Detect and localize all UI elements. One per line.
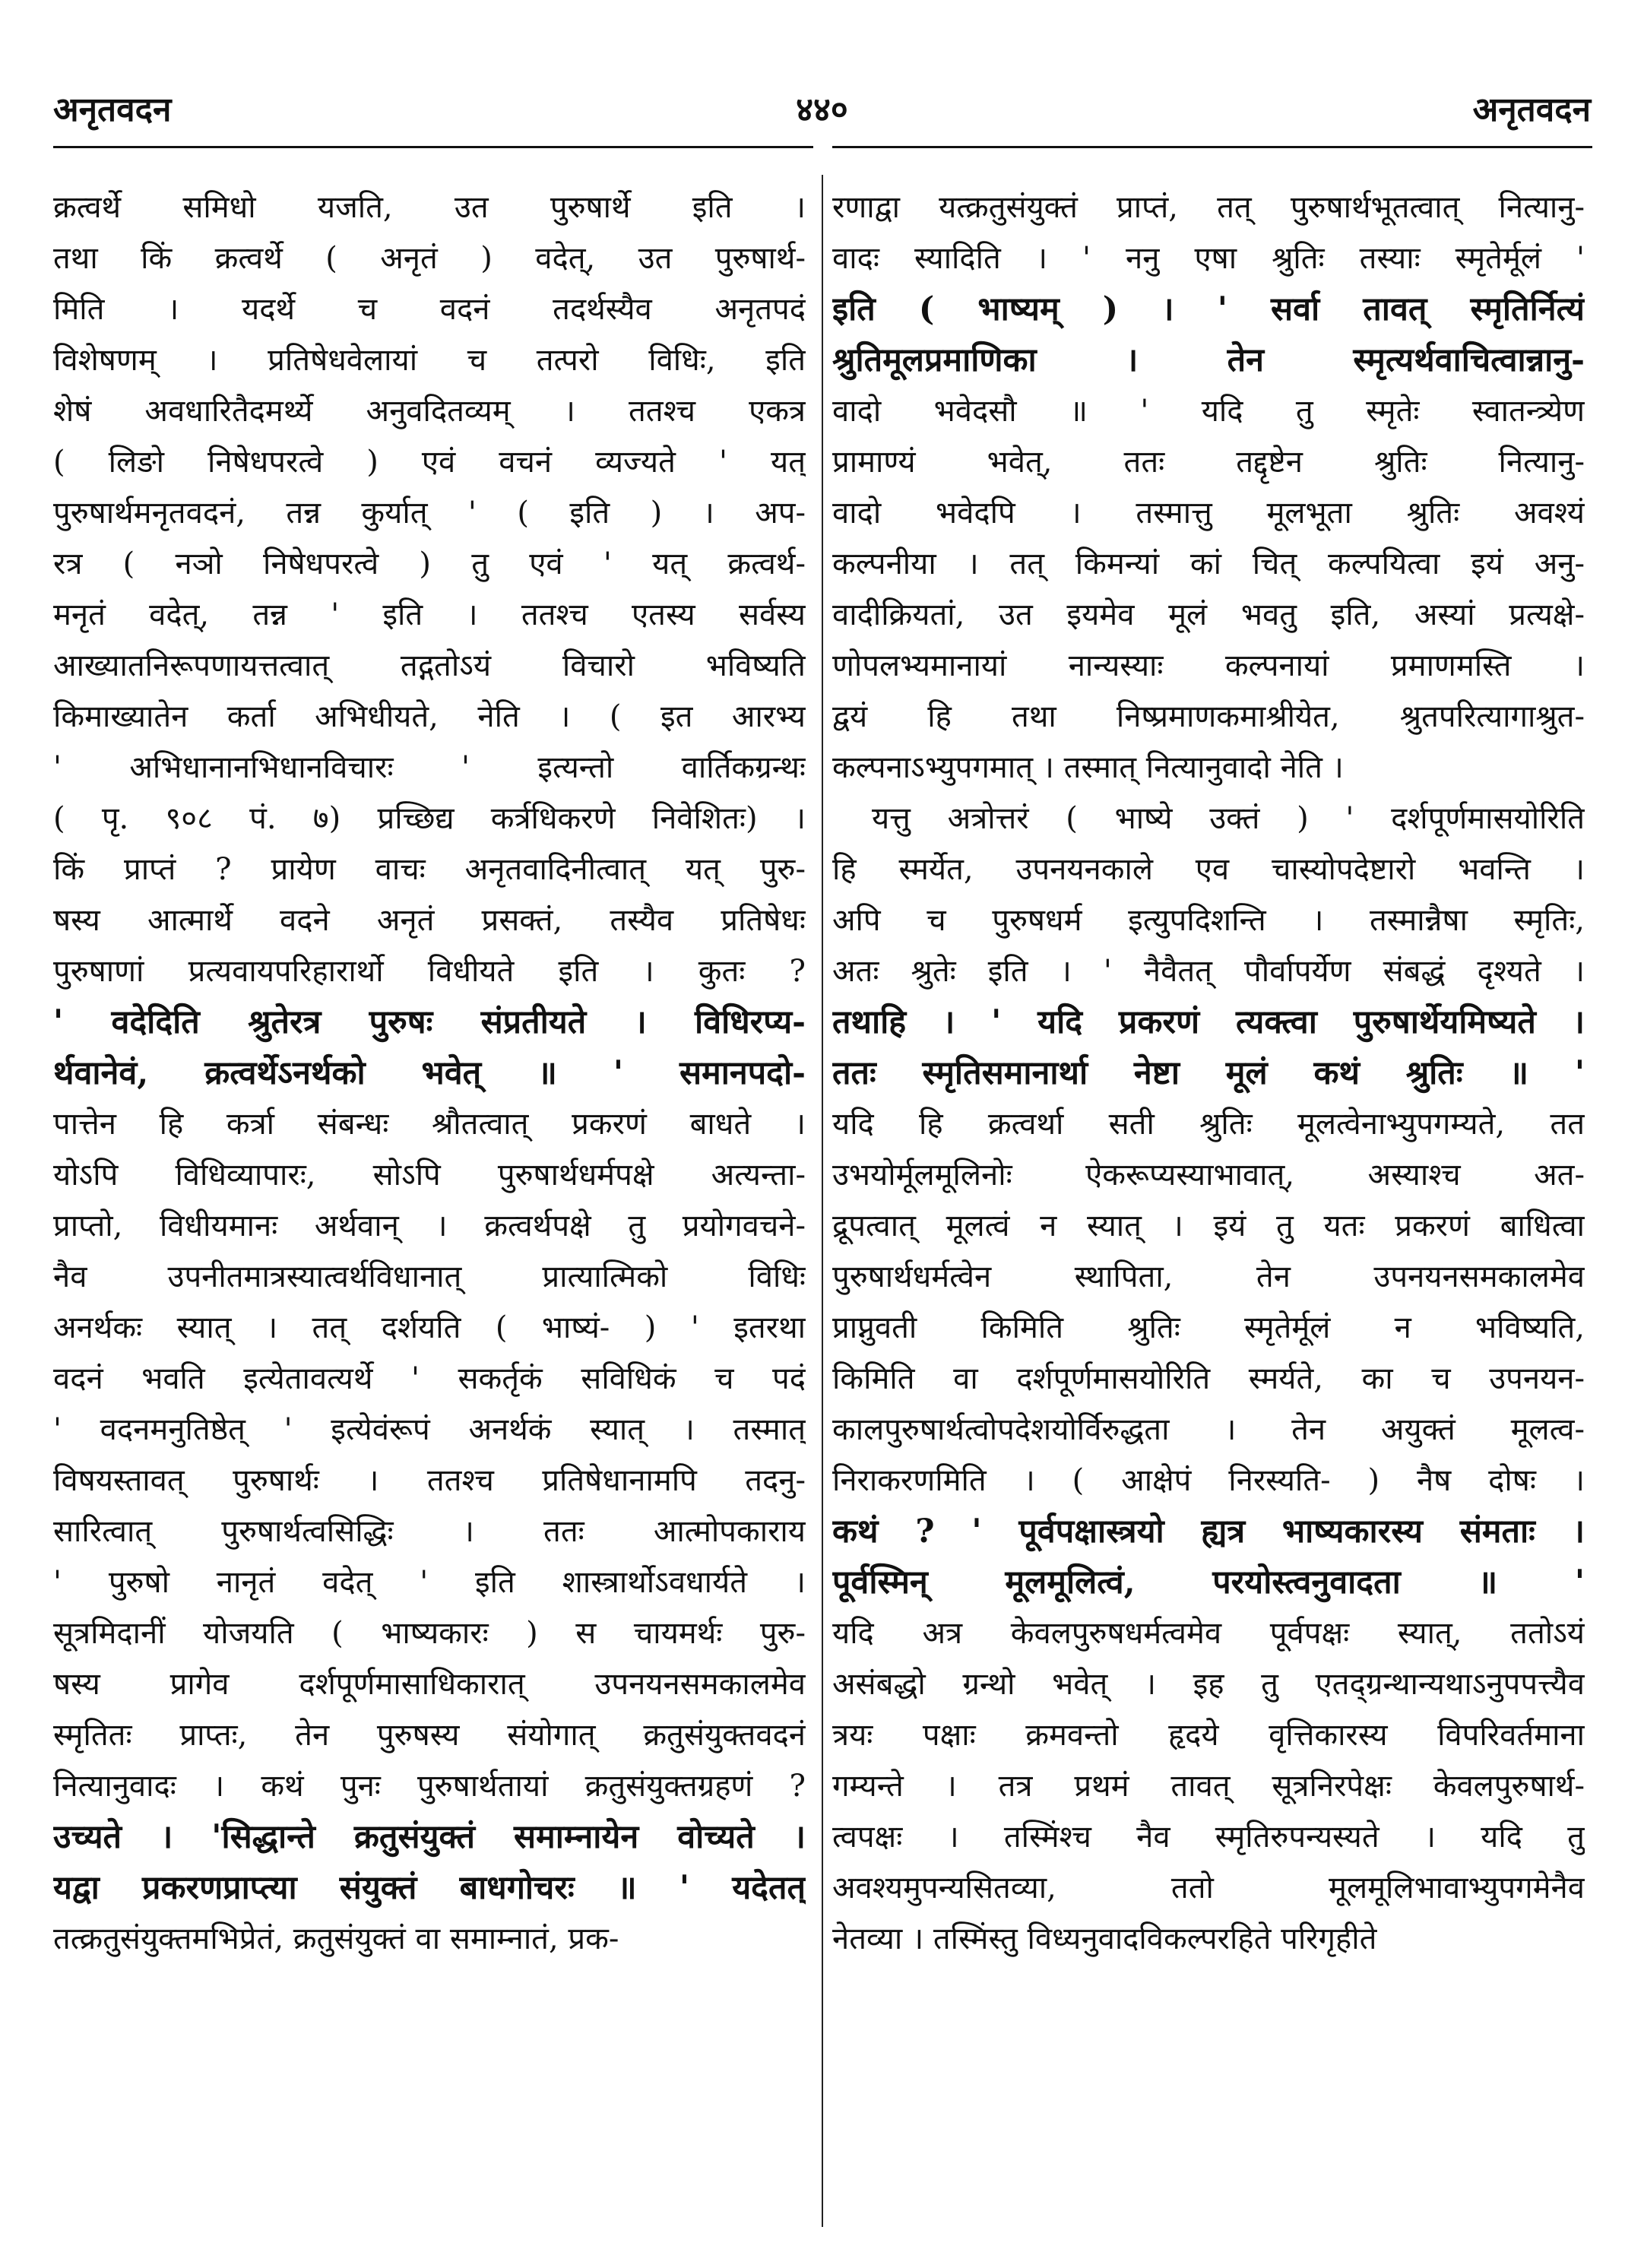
text-line: आख्यातनिरूपणायत्तत्वात् तद्गतोऽयं विचारो भविष्यति [53,648,806,683]
text-line: वदनं भवति इत्येतावत्यर्थे ' सकर्तृकं सविधिकं च पदं [53,1361,806,1396]
text-line: उभयोर्मूलमूलिनोः ऐकरूप्यस्याभावात्, अस्याश्च अत- [832,1158,1585,1193]
text-line: पात्तेन हि कर्त्रा संबन्धः श्रौतत्वात् प्रकरणं बाधते । [53,1107,806,1142]
text-line: सारित्वात् पुरुषार्थत्वसिद्धिः । ततः आत्मोपकाराय [53,1514,806,1549]
text-line: शेषं अवधारितैदमर्थ्ये अनुवदितव्यम् । ततश्च एकत्र [53,394,806,429]
text-line: योऽपि विधिव्यापारः, सोऽपि पुरुषार्थधर्मपक्षे अत्यन्ता- [53,1158,806,1193]
text-line: अतः श्रुतेः इति । ' नैवैतत् पौर्वापर्येण संबद्धं दृश्यते । [832,954,1585,989]
text-line: तथाहि । ' यदि प्रकरणं त्यक्त्वा पुरुषार्थेयमिष्यते । [832,1003,1585,1041]
text-line: ' पुरुषो नानृतं वदेत् ' इति शास्त्रार्थोऽवधार्यते । [53,1565,806,1600]
text-line: ' वदेदिति श्रुतेरत्र पुरुषः संप्रतीयते । विधिरप्य- [53,1003,806,1041]
right-text-column [832,182,1585,1965]
text-line: रत्र ( नञो निषेधपरत्वे ) तु एवं ' यत् क्रत्वर्थ- [53,546,806,581]
header-rule-left [53,146,813,148]
text-line: यदि अत्र केवलपुरुषधर्मत्वमेव पूर्वपक्षः स्यात्, ततोऽयं [832,1616,1585,1651]
text-line: रणाद्वा यत्क्रतुसंयुक्तं प्राप्तं, तत् पुरुषार्थभूतत्वात् नित्यानु- [832,190,1585,225]
text-line: ' अभिधानानभिधानविचारः ' इत्यन्तो वार्तिकग्रन्थः [53,750,806,785]
text-line: असंबद्धो ग्रन्थो भवेत् । इह तु एतद्ग्रन्थान्यथाऽनुपपत्त्यैव [832,1667,1585,1702]
text-line: प्रामाण्यं भवेत्, ततः तद्दृष्टेन श्रुतिः नित्यानु- [832,445,1585,480]
text-line: त्रयः पक्षाः क्रमवन्तो हृदये वृत्तिकारस्य विपरिवर्तमाना [832,1718,1585,1753]
running-title-left: अनृतवदन [53,90,172,129]
text-line: विशेषणम् । प्रतिषेधवेलायां च तत्परो विधिः, इति [53,343,806,378]
text-line: ( लिङो निषेधपरत्वे ) एवं वचनं व्यज्यते ' यत् [53,445,806,480]
text-line: पुरुषार्थमनृतवदनं, तन्न कुर्यात् ' ( इति ) । अप- [53,496,806,531]
text-line: उच्यते । 'सिद्धान्ते क्रतुसंयुक्तं समाम्नायेन वोच्यते । [53,1818,806,1856]
text-line: कथं ? ' पूर्वपक्षास्त्रयो ह्यत्र भाष्यकारस्य संमताः । [832,1513,1585,1551]
text-line: गम्यन्ते । तत्र प्रथमं तावत् सूत्रनिरपेक्षः केवलपुरुषार्थ- [832,1769,1585,1804]
running-title-right: अनृतवदन [1472,90,1591,129]
text-line: षस्य प्रागेव दर्शपूर्णमासाधिकारात् उपनयनसमकालमेव [53,1667,806,1702]
text-line: वादीक्रियतां, उत इयमेव मूलं भवतु इति, अस्यां प्रत्यक्षे- [832,597,1585,632]
text-line: सूत्रमिदानीं योजयति ( भाष्यकारः ) स चायमर्थः पुरु- [53,1616,806,1651]
text-line: ततः स्मृतिसमानार्था नेष्टा मूलं कथं श्रुतिः ॥ ' [832,1054,1585,1092]
text-line: वादो भवेदसौ ॥ ' यदि तु स्मृतेः स्वातन्त्र्येण [832,394,1585,429]
text-line: पुरुषार्थधर्मत्वेन स्थापिता, तेन उपनयनसमकालमेव [832,1259,1585,1294]
text-line: णोपलभ्यमानायां नान्यस्याः कल्पनायां प्रमाणमस्ति । [832,648,1585,683]
text-line: निराकरणमिति । ( आक्षेपं निरस्यति- ) नैष दोषः । [832,1463,1585,1498]
text-line: यदि हि क्रत्वर्था सती श्रुतिः मूलत्वेनाभ्युपगम्यते, तत [832,1107,1585,1142]
text-line: मनृतं वदेत्, तन्न ' इति । ततश्च एतस्य सर्वस्य [53,597,806,632]
text-line: वादो भवेदपि । तस्मात्तु मूलभूता श्रुतिः अवश्यं [832,496,1585,531]
text-line: मिति । यदर्थे च वदनं तदर्थस्यैव अनृतपदं [53,292,806,327]
text-line: यद्वा प्रकरणप्राप्त्या संयुक्तं बाधगोचरः ॥ ' यदेतत् [53,1869,806,1907]
text-line: पुरुषाणां प्रत्यवायपरिहारार्थो विधीयते इति । कुतः ? [53,954,806,989]
text-line: प्राप्तो, विधीयमानः अर्थवान् । क्रत्वर्थपक्षे तु प्रयोगवचने- [53,1208,806,1243]
text-line: त्वपक्षः । तस्मिंश्च नैव स्मृतिरुपन्यस्यते । यदि तु [832,1820,1585,1855]
text-line: तत्क्रतुसंयुक्तमभिप्रेतं, क्रतुसंयुक्तं वा समाम्नातं, प्रक- [53,1921,619,1956]
text-line: र्थवानेवं, क्रत्वर्थेऽनर्थको भवेत् ॥ ' समानपदो- [53,1054,806,1092]
text-line: नित्यानुवादः । कथं पुनः पुरुषार्थतायां क्रतुसंयुक्तग्रहणं ? [53,1769,806,1804]
text-line: ' वदनमनुतिष्ठेत् ' इत्येवंरूपं अनर्थकं स्यात् । तस्मात् [53,1412,806,1447]
header-rule-right [832,146,1592,148]
text-line: द्रूपत्वात् मूलत्वं न स्यात् । इयं तु यतः प्रकरणं बाधित्वा [832,1208,1585,1243]
text-line: यत्तु अत्रोत्तरं ( भाष्ये उक्तं ) ' दर्शपूर्णमासयोरिति [872,801,1585,836]
text-line: अपि च पुरुषधर्म इत्युपदिशन्ति । तस्मान्नैषा स्मृतिः, [832,903,1585,938]
text-line: नैव उपनीतमात्रस्यात्वर्थविधानात् प्रात्यात्मिको विधिः [53,1259,806,1294]
left-text-column [53,182,806,1965]
text-line: किमिति वा दर्शपूर्णमासयोरिति स्मर्यते, का च उपनयन- [832,1361,1585,1396]
text-line: पूर्वस्मिन् मूलमूलित्वं, परयोस्त्वनुवादता ॥ ' [832,1563,1585,1601]
text-line: क्रत्वर्थे समिधो यजति, उत पुरुषार्थे इति । [53,190,806,225]
text-line: ( पृ. ९०८ पं. ७) प्रच्छिद्य कर्त्रधिकरणे निवेशितः) । [53,801,806,836]
text-line: द्वयं हि तथा निष्प्रमाणकमाश्रीयेत, श्रुतपरित्यागाश्रुत- [832,699,1585,734]
text-line: कल्पनाऽभ्युपगमात् । तस्मात् नित्यानुवादो नेति । [832,750,1344,785]
text-line: तथा किं क्रत्वर्थे ( अनृतं ) वदेत्, उत पुरुषार्थ- [53,241,806,276]
text-line: विषयस्तावत् पुरुषार्थः । ततश्च प्रतिषेधानामपि तदनु- [53,1463,806,1498]
column-divider [822,175,823,2227]
text-line: किं प्राप्तं ? प्रायेण वाचः अनृतवादिनीत्वात् यत् पुरु- [53,852,806,887]
page-header [53,76,1591,144]
text-line: नेतव्या । तस्मिंस्तु विध्यनुवादविकल्परहिते परिगृहीते [832,1921,1377,1956]
text-line: षस्य आत्मार्थे वदने अनृतं प्रसक्तं, तस्यैव प्रतिषेधः [53,903,806,938]
text-line: कालपुरुषार्थत्वोपदेशयोर्विरुद्धता । तेन अयुक्तं मूलत्व- [832,1412,1585,1447]
text-line: हि स्मर्येत, उपनयनकाले एव चास्योपदेष्टारो भवन्ति । [832,852,1585,887]
page-number: ४४० [796,90,848,129]
text-line: वादः स्यादिति । ' ननु एषा श्रुतिः तस्याः स्मृतेर्मूलं ' [832,241,1585,276]
text-line: कल्पनीया । तत् किमन्यां कां चित् कल्पयित्वा इयं अनु- [832,546,1585,581]
text-line: अनर्थकः स्यात् । तत् दर्शयति ( भाष्यं- ) ' इतरथा [53,1310,806,1345]
text-line: इति ( भाष्यम् ) । ' सर्वा तावत् स्मृतिर्नित्यं [832,290,1585,328]
text-line: किमाख्यातेन कर्ता अभिधीयते, नेति । ( इत आरभ्य [53,699,806,734]
text-line: स्मृतितः प्राप्तः, तेन पुरुषस्य संयोगात् क्रतुसंयुक्तवदनं [53,1718,806,1753]
text-line: अवश्यमुपन्यसितव्या, ततो मूलमूलिभावाभ्युपगमेनैव [832,1870,1585,1905]
text-line: प्राप्नुवती किमिति श्रुतिः स्मृतेर्मूलं न भविष्यति, [832,1310,1585,1345]
text-line: श्रुतिमूलप्रमाणिका । तेन स्मृत्यर्थवाचित्वान्नानु- [832,341,1585,379]
